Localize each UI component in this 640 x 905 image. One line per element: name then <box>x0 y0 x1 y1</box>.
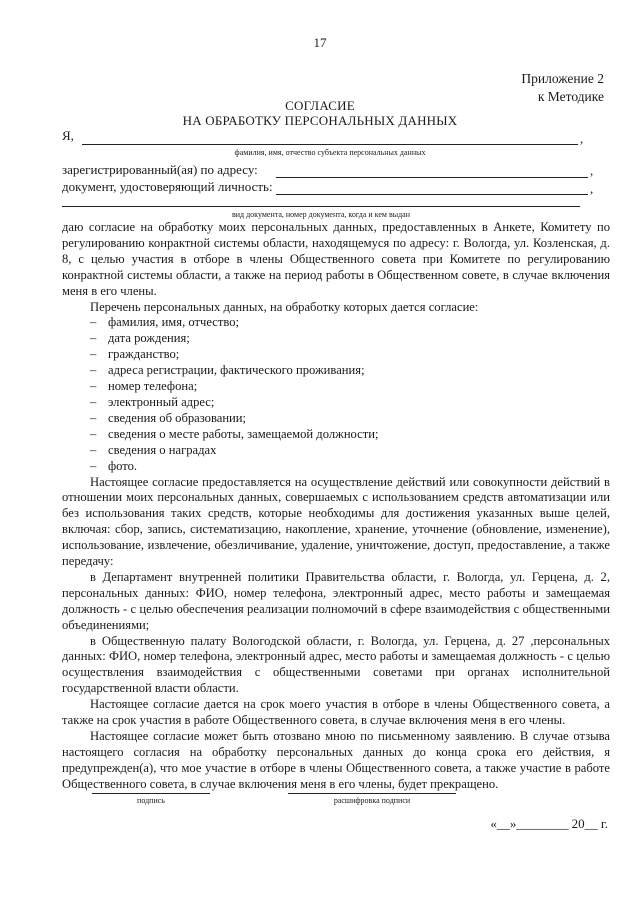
page-number: 17 <box>313 35 327 50</box>
term-paragraph: Настоящее согласие дается на срок моего участия в отборе в члены Общественного совета, а также на срок участия в работе Общественного совета, в случае включения меня в его члены. <box>62 697 610 728</box>
signature-line <box>92 793 210 794</box>
intro-paragraph: даю согласие на обработку моих персональных данных, предоставленных в Анкете, Комитету по регулированию конрактной системы области, находящемуся по адресу: г. Вологда, ул. Козленская, д. 8, с целью участия в отборе в члены Общественного совета при Комитете по регулированию конрактной системы области, а также на период работы в Общественном совете, в случае включения меня в его члены. <box>62 220 610 298</box>
title-line-2: НА ОБРАБОТКУ ПЕРСОНАЛЬНЫХ ДАННЫХ <box>182 113 458 128</box>
document-caption: вид документа, номер документа, когда и кем выдан <box>231 210 411 219</box>
actions-paragraph: Настоящее согласие предоставляется на осуществление действий или совокупности действий в отношении моих персональных данных, совершаемых с использованием средств автоматизации или без использования таких средств, которые необходимы для достижения указанных выше целей, включая: сбор, запись, систематизацию, накопление, хранение, уточнение (обновление, изменение), использование, извлечение, обезличивание, удаление, уничтожение, доступ, предоставление, а также передачу: <box>62 474 610 569</box>
date-line: «__»________ 20__ г. <box>490 816 608 831</box>
signature-decode-caption: расшифровка подписи <box>333 796 411 805</box>
ya-label: Я, <box>62 128 74 143</box>
comma-1: , <box>580 131 584 146</box>
document-fill-line <box>276 194 588 195</box>
list-item: – сведения об образовании; <box>90 411 610 427</box>
list-item: – сведения о месте работы, замещаемой должности; <box>90 427 610 443</box>
address-label: зарегистрированный(ая) по адресу: <box>62 162 258 177</box>
document-title <box>0 98 640 128</box>
comma-3: , <box>590 181 594 196</box>
comma-2: , <box>590 163 594 178</box>
list-item: – сведения о наградах <box>90 443 610 459</box>
consent-body <box>62 220 610 793</box>
chamber-paragraph: в Общественную палату Вологодской области, г. Вологда, ул. Герцена, д. 27 ,персональных данных: ФИО, номер телефона, электронный адрес, место работы и замещаемая должность - с целью осуществления взаимодействия с общественными советами при органах исполнительной государственной власти области. <box>62 633 610 696</box>
document-fill-line-2 <box>62 206 580 207</box>
appendix-line-1: Приложение 2 <box>521 71 604 86</box>
personal-data-list <box>62 315 610 474</box>
address-fill-line <box>276 177 588 178</box>
list-intro: Перечень персональных данных, на обработку которых дается согласие: <box>90 299 479 314</box>
list-item: – фото. <box>90 459 610 475</box>
list-item: – адреса регистрации, фактического проживания; <box>90 363 610 379</box>
signature-decode-line <box>288 793 456 794</box>
document-label: документ, удостоверяющий личность: <box>62 179 273 194</box>
list-item: – номер телефона; <box>90 379 610 395</box>
list-item: – гражданство; <box>90 347 610 363</box>
title-line-1: СОГЛАСИЕ <box>285 98 355 113</box>
list-item: – электронный адрес; <box>90 395 610 411</box>
name-fill-line <box>82 144 578 145</box>
revocation-paragraph: Настоящее согласие может быть отозвано мною по письменному заявлению. В случае отзыва настоящего согласия на обработку персональных данных до конца срока его действия, я предупрежден(а), что мое участие в отборе в члены Общественного совета, а также участие в работе Общественного совета, в случае включения меня в его члены, будет прекращено. <box>62 729 610 791</box>
list-item: – дата рождения; <box>90 331 610 347</box>
signature-caption: подпись <box>137 796 165 805</box>
list-item: – фамилия, имя, отчество; <box>90 315 610 331</box>
name-caption: фамилия, имя, отчество субъекта персональных данных <box>234 148 426 157</box>
department-paragraph: в Департамент внутренней политики Правительства области, г. Вологда, ул. Герцена, д. 2, персональных данных: ФИО, номер телефона, электронный адрес, место работы и замещаемая должность - с целью обеспечения реализации полномочий в сфере взаимодействия с общественными объединениями; <box>62 569 610 632</box>
appendix-line-2: к Методике <box>537 89 604 104</box>
